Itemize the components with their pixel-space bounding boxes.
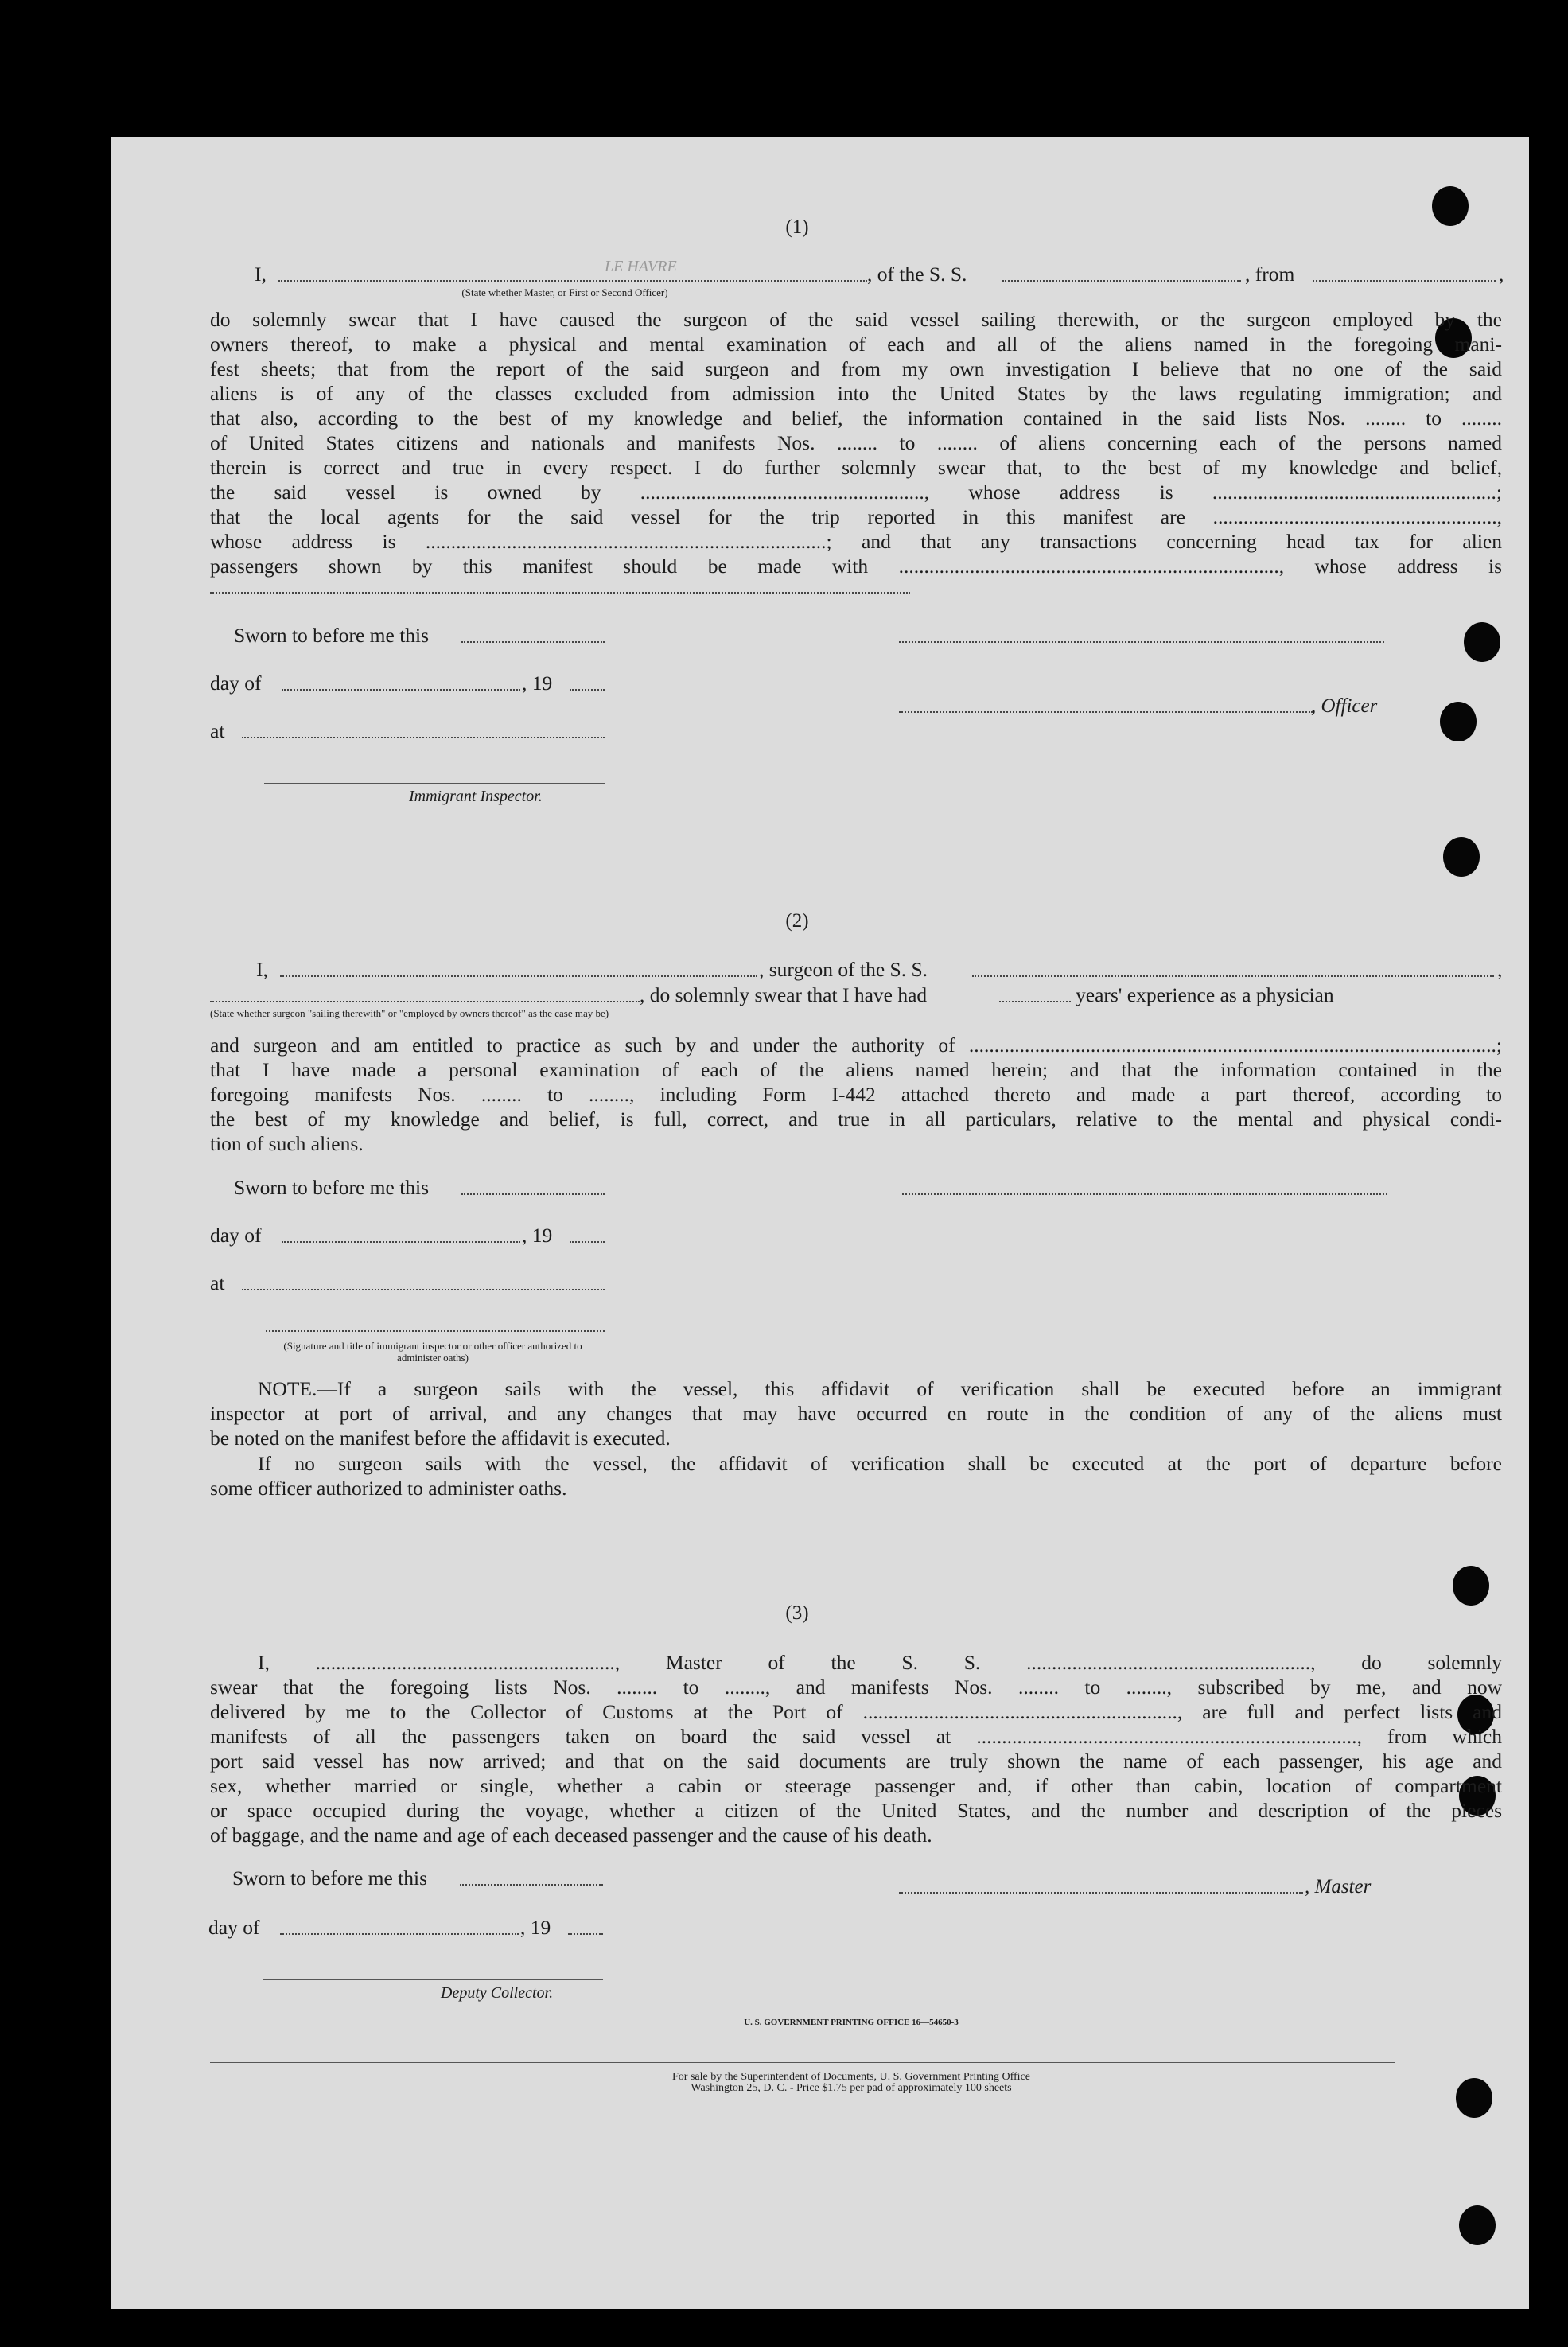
binder-hole	[1432, 186, 1469, 226]
s1-at-field[interactable]	[242, 737, 605, 738]
s2-at-field[interactable]	[242, 1289, 605, 1290]
s2-note-end: be noted on the manifest before the affidavit is executed.	[210, 1426, 671, 1450]
s2-signature-field[interactable]	[902, 1193, 1387, 1195]
s1-from-field[interactable]	[1313, 280, 1496, 282]
s1-year: , 19	[522, 671, 553, 695]
s2-swear: , do solemnly swear that I have had	[640, 983, 928, 1006]
binder-hole	[1453, 1566, 1489, 1606]
s1-line: whose address is ...............................................................................; and that any transactions concerning head tax for alien	[210, 530, 1502, 553]
s2-line: the best of my knowledge and belief, is full, correct, and true in all particulars, relative to the mental and physical condi-	[210, 1107, 1502, 1131]
s2-day-field[interactable]	[282, 1241, 520, 1243]
s1-line: that also, according to the best of my knowledge and belief, the information contained in the said lists Nos. ........ to ........	[210, 407, 1502, 430]
s2-at: at	[210, 1271, 225, 1294]
s2-years-field[interactable]	[999, 1001, 1071, 1002]
s2-paragraph-end: tion of such aliens.	[210, 1132, 364, 1155]
s1-i: I,	[255, 263, 267, 286]
manifest-page	[111, 137, 1529, 2309]
s2-sig-caption: (Signature and title of immigrant inspector or other officer authorized to administer oaths)	[283, 1340, 582, 1364]
binder-hole	[1464, 622, 1500, 662]
binder-hole	[1440, 702, 1477, 741]
s3-sworn-field[interactable]	[460, 1884, 603, 1886]
s1-line: do solemnly swear that I have caused the surgeon of the said vessel sailing therewith, or the surgeon employed by the	[210, 308, 1502, 331]
s1-comma: ,	[1499, 263, 1504, 286]
s1-inspector-line	[264, 783, 605, 784]
s2-sailing-field[interactable]	[210, 1001, 640, 1002]
s2-year-field[interactable]	[570, 1241, 605, 1243]
s1-day-field[interactable]	[282, 689, 520, 691]
s2-note-line: inspector at port of arrival, and any changes that may have occurred en route in the condition of any of the aliens must	[210, 1402, 1502, 1425]
binder-hole	[1443, 837, 1480, 877]
binder-hole	[1456, 2078, 1492, 2118]
s2-i: I,	[256, 958, 268, 981]
s3-line: port said vessel has now arrived; and that on the said documents are truly shown the name of each passenger, his age and	[210, 1750, 1502, 1773]
s2-name-field[interactable]	[280, 975, 757, 977]
s1-officer-field[interactable]	[899, 711, 1313, 713]
s2-note-line: NOTE.—If a surgeon sails with the vessel, this affidavit of verification shall be executed before an immigrant	[258, 1377, 1502, 1400]
s3-collector-line	[263, 1979, 603, 1980]
s2-day-of: day of	[210, 1224, 262, 1247]
s2-paragraph	[210, 1033, 1502, 1131]
s1-line: aliens is of any of the classes excluded from admission into the United States by the laws regulating immigration; and	[210, 382, 1502, 405]
s3-line: swear that the foregoing lists Nos. ........ to ........, and manifests Nos. ........ to ........, subscribed by me, and now	[210, 1676, 1502, 1699]
s3-day-of: day of	[208, 1916, 260, 1939]
s3-collector-label: Deputy Collector.	[441, 1984, 554, 2002]
s3-paragraph	[210, 1650, 1502, 1823]
s3-line: manifests of all the passengers taken on board the said vessel at ..........................................................................., from which	[210, 1725, 1502, 1748]
s1-of-ss: , of the S. S.	[867, 263, 967, 286]
s1-line: fest sheets; that from the report of the said surgeon and from my own investigation I believe that no one of the said	[210, 357, 1502, 380]
s1-officer-label: , Officer	[1311, 695, 1378, 717]
s2-note	[210, 1376, 1502, 1426]
s1-address-continuation[interactable]	[210, 592, 910, 594]
s3-line: or space occupied during the voyage, whether a citizen of the United States, and the number and description of the pieces	[210, 1799, 1502, 1822]
s3-sworn: Sworn to before me this	[232, 1866, 428, 1890]
section-2-heading: (2)	[785, 910, 809, 932]
s2-note2-line: If no surgeon sails with the vessel, the affidavit of verification shall be executed at the port of departure before	[258, 1452, 1502, 1475]
s1-sworn-field[interactable]	[461, 641, 605, 643]
s3-year-field[interactable]	[568, 1933, 603, 1935]
s3-line: sex, whether married or single, whether a cabin or steerage passenger and, if other than cabin, location of compartment	[210, 1774, 1502, 1797]
s3-line: delivered by me to the Collector of Customs at the Port of .............................................................., are full and perfect lists and	[210, 1700, 1502, 1723]
s1-line: that the local agents for the said vessel for the trip reported in this manifest are ........................................................,	[210, 505, 1502, 528]
s1-line: passengers shown by this manifest should be made with ..........................................................................., whose address is	[210, 555, 1502, 578]
s1-paragraph	[210, 307, 1502, 578]
s2-sig-line[interactable]	[266, 1330, 605, 1332]
binder-hole	[1459, 2205, 1496, 2245]
s2-line: foregoing manifests Nos. ........ to ........, including Form I-442 attached thereto and made a part thereof, according to	[210, 1083, 1502, 1106]
section-1-heading: (1)	[785, 216, 809, 238]
s1-line: of United States citizens and nationals and manifests Nos. ........ to ........ of aliens concerning each of the persons named	[210, 431, 1502, 454]
s2-caption: (State whether surgeon "sailing therewith" or "employed by owners thereof" as the case may be)	[210, 1007, 609, 1019]
s1-handwritten-port: LE HAVRE	[605, 258, 677, 275]
section-3-heading: (3)	[785, 1602, 809, 1624]
s1-line: the said vessel is owned by ........................................................, whose address is ........................................................;	[210, 481, 1502, 504]
s2-note2	[210, 1451, 1502, 1476]
s3-paragraph-end: of baggage, and the name and age of each deceased passenger and the cause of his death.	[210, 1823, 932, 1847]
s3-master-field[interactable]	[899, 1892, 1303, 1894]
s1-sworn: Sworn to before me this	[234, 624, 430, 647]
s2-note2-end: some officer authorized to administer oaths.	[210, 1477, 567, 1500]
s3-year: , 19	[520, 1916, 551, 1939]
s2-years: years' experience as a physician	[1076, 983, 1334, 1006]
s2-line: that I have made a personal examination of each of the aliens named herein; and that the information contained in the	[210, 1058, 1502, 1081]
s1-name-field[interactable]	[278, 280, 867, 282]
s2-line: and surgeon and am entitled to practice as such by and under the authority of ........................................................................................................;	[210, 1033, 1502, 1057]
s1-caption: (State whether Master, or First or Second Officer)	[461, 286, 668, 298]
s2-year: , 19	[522, 1224, 553, 1247]
s1-line: therein is correct and true in every respect. I do further solemnly swear that, to the best of my knowledge and belief,	[210, 456, 1502, 479]
s1-signature-field[interactable]	[899, 641, 1384, 643]
gpo-imprint: U. S. GOVERNMENT PRINTING OFFICE 16—54650-3	[744, 2018, 959, 2027]
footer-rule	[210, 2062, 1395, 2063]
s1-line: owners thereof, to make a physical and mental examination of each and all of the aliens named in the foregoing mani-	[210, 333, 1502, 356]
s1-day-of: day of	[210, 671, 262, 695]
s2-vessel-field[interactable]	[972, 975, 1494, 977]
s2-surgeon-of: , surgeon of the S. S.	[759, 958, 928, 981]
s3-master-label: , Master	[1305, 1876, 1372, 1897]
sale-line-1: For sale by the Superintendent of Documents, U. S. Government Printing Office	[672, 2071, 1030, 2083]
sale-line-2: Washington 25, D. C. - Price $1.75 per pad of approximately 100 sheets	[691, 2082, 1012, 2094]
s1-inspector-label: Immigrant Inspector.	[409, 788, 543, 805]
s2-sworn-field[interactable]	[461, 1193, 605, 1195]
s1-from: , from	[1245, 263, 1295, 286]
s2-comma: ,	[1497, 958, 1503, 981]
s1-at: at	[210, 719, 225, 742]
s3-day-field[interactable]	[280, 1933, 519, 1935]
s2-sworn: Sworn to before me this	[234, 1176, 430, 1199]
s1-vessel-field[interactable]	[1002, 280, 1241, 282]
s3-line: I, ..........................................................., Master of the S. S. ........................................................, do solemnly	[258, 1651, 1502, 1674]
s1-year-field[interactable]	[570, 689, 605, 691]
